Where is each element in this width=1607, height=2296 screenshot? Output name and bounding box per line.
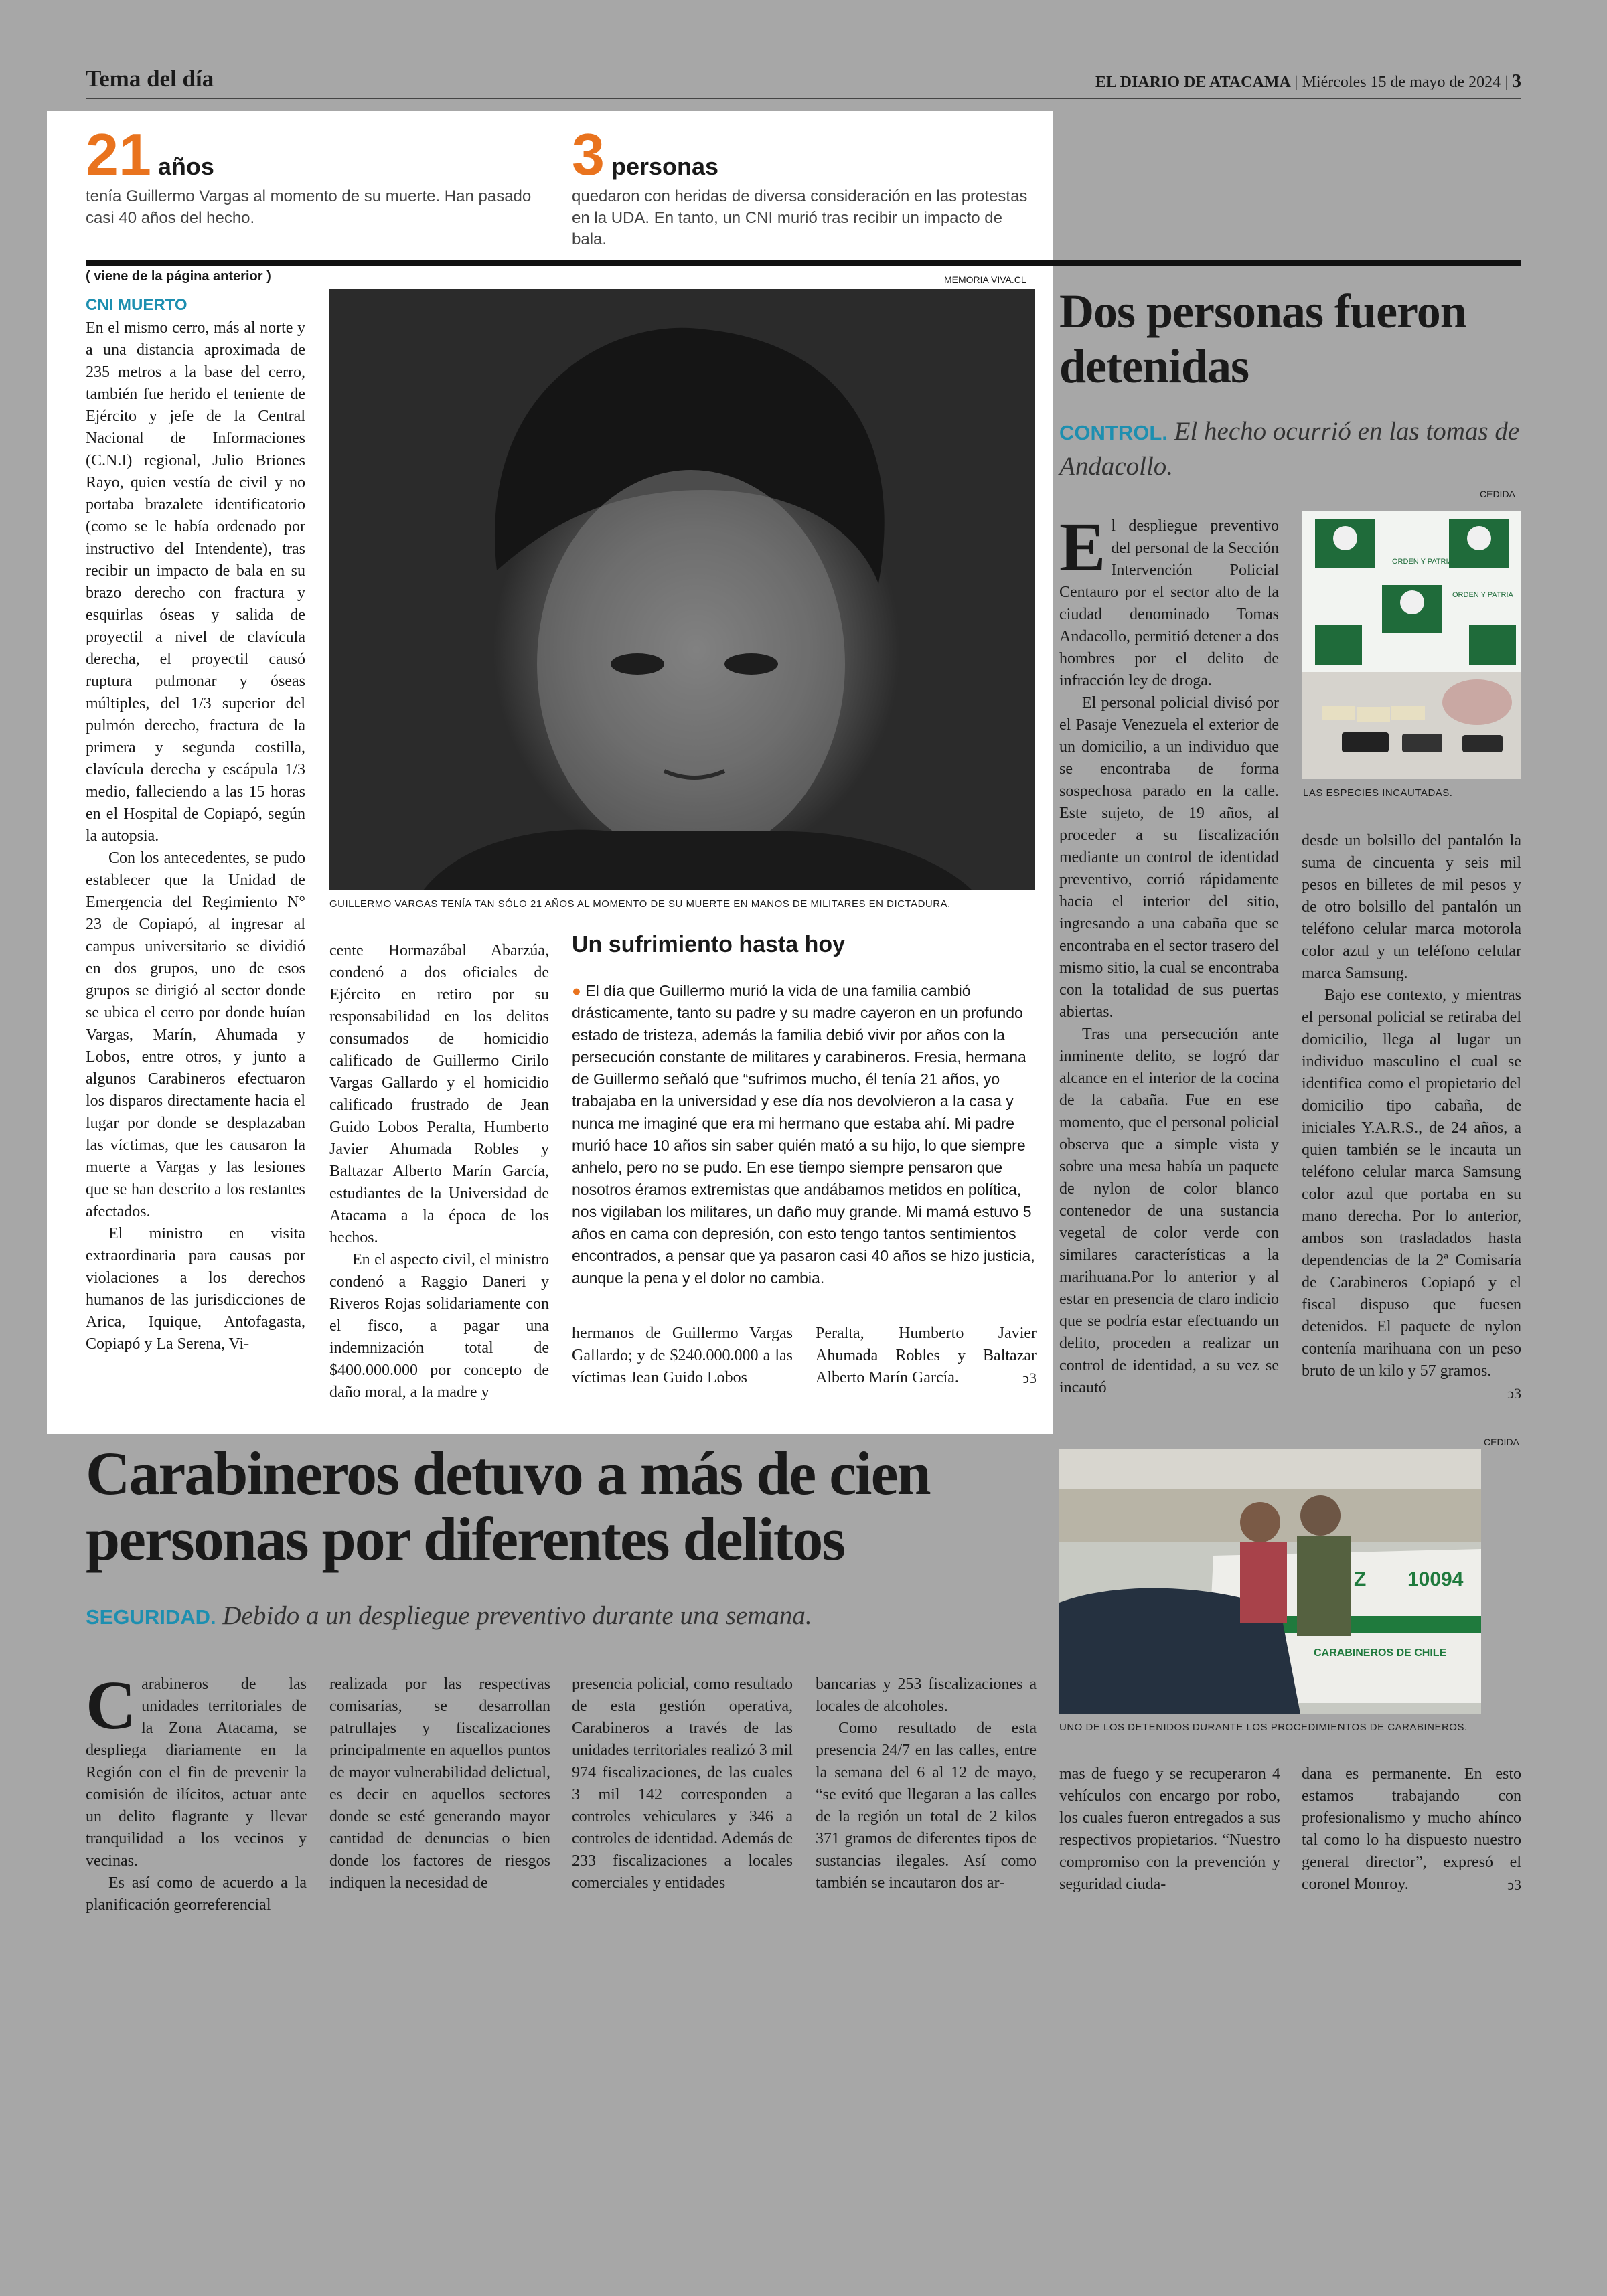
photo-credit: MEMORIA VIVA.CL [944,274,1026,285]
article3-column-5 [1059,1763,1280,1896]
stat-box-people [572,121,1041,250]
article3-column-4 [816,1673,1037,1894]
end-mark-icon: ↄ3 [1507,1876,1521,1893]
arrest-illustration [1059,1449,1481,1714]
sign-text: ORDEN Y PATRIA [1452,591,1513,599]
paragraph: arabineros de las unidades territoriales de la Zona Atacama, se despliega diariamente en la Región con el fin de prevenir la comisión de ilícitos, actuar ante un delito flagrante y llevar tranquilidad a los vecinos y vecinas. [86,1675,307,1870]
paragraph: dana es permanente. En esto estamos trabajando con profesionalismo y mucho ahínco tal como lo ha dispuesto nuestro general director”, expresó el coronel Monroy. [1302,1765,1521,1893]
end-mark-icon: ↄ3 [1022,1370,1037,1386]
portrait-photo [329,289,1035,890]
article2-deck [1059,415,1521,483]
sign-text: ORDEN Y PATRIA [1392,558,1453,566]
stat-text: tenía Guillermo Vargas al momento de su muerte. Han pasado casi 40 años del hecho. [86,187,532,227]
article2-column-2 [1302,830,1521,1404]
paragraph: Es así como de acuerdo a la planificación georreferencial [86,1874,307,1914]
dropcap: E [1059,509,1106,586]
paragraph: En el aspecto civil, el ministro condenó a Raggio Daneri y Riveros Rojas solidariamente con el fisco, a pagar una indemnización total de $400.000.000 por concepto de daño moral, a la madre y [329,1251,549,1401]
car-zone: Z [1354,1568,1367,1590]
issue-date: Miércoles 15 de mayo de 2024 [1302,74,1501,91]
deck-text: Debido a un despliegue preventivo durante una semana. [222,1601,812,1630]
kicker: SEGURIDAD. [86,1605,216,1629]
paragraph: Peralta, Humberto Javier Ahumada Robles y Baltazar Alberto Marín García. [816,1325,1037,1386]
dropcap: C [86,1667,137,1744]
seized-items-illustration [1302,511,1521,779]
continued-note: ( viene de la página anterior ) [86,269,271,284]
article3-column-6 [1302,1763,1521,1896]
subhead: CNI MUERTO [86,296,187,314]
page-number: 3 [1512,71,1521,92]
article2-headline: Dos personas fueron detenidas [1059,284,1466,393]
photo-credit: CEDIDA [1480,489,1515,499]
paragraph: bancarias y 253 fiscalizaciones a locales de alcoholes. [816,1675,1037,1715]
photo-caption: UNO DE LOS DETENIDOS DURANTE LOS PROCEDIMIENTOS DE CARABINEROS. [1059,1722,1468,1733]
sidebar-box-body: El día que Guillermo murió la vida de una familia cambió drásticamente, tanto su padre y su madre cayeron en un profundo estado de tristeza, además la familia debió vivir por años con la persecución constante de militares y carabineros. Fresia, hermana de Guillermo señaló que “sufrimos mucho, él tenía 21 años, yo trabajaba en la universidad y ese día nos devolvieron a la casa y nunca me imaginé que era mi hermano que estaba ahí. Mi padre murió hace 10 años sin saber quién mató a su hijo, lo que siempre anhelo, pero no se pudo. En ese tiempo siempre pensaron que nosotros éramos extremistas que andábamos metidos en política, nos vigilaban los militares, un daño muy grande. Mi mamá estuvo 5 años en cama con depresión, con esto tengo tantos sentimientos encontrados, a pensar que ya pasaron casi 40 años se hizo justicia, aunque la pena y el dolor no cambia. [572,982,1035,1287]
article1-column-1 [86,317,305,1356]
paragraph: desde un bolsillo del pantalón la suma de cincuenta y seis mil pesos en billetes de mil pesos y de otro bolsillo del pantalón un teléfono celular marca motorola color azul y un teléfono celular marca Samsung. [1302,832,1521,982]
photo-caption: GUILLERMO VARGAS TENÍA TAN SÓLO 21 AÑOS AL MOMENTO DE SU MUERTE EN MANOS DE MILITARES EN DICTADURA. [329,898,951,910]
paragraph: Como resultado de esta presencia 24/7 en las calles, entre la semana del 6 al 12 de mayo, “se evitó que llegaran a las calles de la región un total de 2 kilos 371 gramos de diferentes tipos de sustancias ilegales. Así como también se incautaron dos ar- [816,1720,1037,1892]
photo-caption: LAS ESPECIES INCAUTADAS. [1303,787,1453,799]
paragraph: El personal policial divisó por el Pasaje Venezuela el exterior de un domicilio, a un individuo que se encontraba de forma sospechosa parado en la calle. Este sujeto, de 19 años, al proceder a su fiscalización mediante un control de identidad preventivo, corrió rápidamente hacia el interior del sitio, ingresando a una cabaña que se encontraba en el sector trasero del mismo sitio, la cual se encontraba con la totalidad de sus puertas abiertas. [1059,694,1279,1021]
sidebar-box-title: Un sufrimiento hasta hoy [572,932,846,957]
article1-column-4 [816,1323,1037,1389]
end-mark-icon: ↄ3 [1507,1385,1521,1402]
paragraph: mas de fuego y se recuperaron 4 vehículos con encargo por robo, los cuales fueron entregados a sus respectivos propietarios. “Nuestro compromiso con la prevención y seguridad ciuda- [1059,1765,1280,1893]
stat-unit: años [157,153,214,180]
article2-column-1 [1059,509,1279,1399]
article3-column-2 [329,1673,550,1894]
paragraph: realizada por las respectivas comisarías, se desarrollan patrullajes y fiscalizaciones principalmente en aquellos puntos de mayor vulnerabilidad delictual, es decir en aquellos sectores donde se esté generando mayor cantidad de denuncias o bien donde los factores de riesgos indiquen la necesidad de [329,1675,550,1892]
paragraph: El ministro en visita extraordinaria para causas por violaciones a los derechos humanos de las jurisdicciones de Arica, Iquique, Antofagasta, Copiapó y La Serena, Vi- [86,1225,305,1353]
stat-number: 3 [572,121,605,187]
stat-box-years [86,121,554,229]
article3-deck [86,1600,1063,1633]
portrait-illustration [329,289,1035,890]
paragraph: presencia policial, como resultado de esta gestión operativa, Carabineros a través de las unidades territoriales realizó 3 mil 974 fiscalizaciones, de las cuales 3 mil 142 corresponden a controles vehiculares y 346 a controles de identidad. Además de 233 fiscalizaciones a locales comerciales y entidades [572,1675,793,1892]
section-title: Tema del día [86,66,214,92]
arrest-photo [1059,1449,1481,1714]
page-header [86,66,1521,98]
bullet-icon: ● [572,982,586,999]
paragraph: Bajo ese contexto, y mientras el personal policial se retiraba del domicilio, llega al lugar un individuo masculino el cual se identifica como el propietario del domicilio tipo cabaña, de iniciales Y.A.R.S., de 24 años, a quien también se le incauta un teléfono celular marca Samsung color azul que portaba en su mano derecha. Por lo anterior, ambos son trasladados hasta dependencias de la 2ª Comisaría de Carabineros Copiapó y el fiscal dispuso que fuesen detenidos. El paquete de nylon contenía marihuana con un peso bruto de un kilo y 57 gramos. [1302,987,1521,1380]
paragraph: Tras una persecución ante inminente delito, se logró dar alcance en el interior de la cocina de la cabaña. Fue en ese momento, que el personal policial observa que a simple vista y sobre una mesa había un paquete de nylon de color blanco contenedor de una sustancia vegetal de color verde con similares características a la marihuana.Por lo anterior y al estar en presencia de claro indicio que se podría estar efectuando un delito, proceden a realizar un control de identidad, a su vez se incautó [1059,1026,1279,1396]
masthead: EL DIARIO DE ATACAMA | Miércoles 15 de mayo de 2024 | 3 [1095,71,1521,92]
article1-column-3 [572,1323,793,1389]
deck-text: El hecho ocurrió en las tomas de Andacollo. [1059,417,1520,481]
kicker: CONTROL. [1059,421,1168,444]
article3-headline: Carabineros detuvo a más de cien personas por diferentes delitos [86,1439,930,1573]
newspaper-name: EL DIARIO DE ATACAMA [1095,74,1291,91]
paragraph: Con los antecedentes, se pudo establecer que la Unidad de Emergencia del Regimiento N° 23 de Copiapó, al ingresar al campus universitario se dividió en dos grupos, uno de esos grupos se dirigió al sector donde se ubica el cerro por donde huían Vargas, Marín, Ahumada y Lobos, entre otros, y junto a algunos Carabineros efectuaron los disparos directamente hacia el lugar por donde se desplazaban las víctimas, que les causaron la muerte a Vargas y las lesiones que se han descrito a los restantes afectados. [86,849,305,1220]
article3-column-1 [86,1667,307,1916]
header-rule [86,98,1521,99]
stat-text: quedaron con heridas de diversa consideración en las protestas en la UDA. En tanto, un CNI murió tras recibir un impacto de bala. [572,187,1028,248]
section-divider [86,260,1521,266]
stat-unit: personas [611,153,719,180]
paragraph: l despliegue preventivo del personal de la Sección Intervención Policial Centauro por el sector alto de la ciudad denominado Tomas Andacollo, permitió detener a dos hombres por el delito de infracción ley de droga. [1059,517,1279,689]
seized-items-photo [1302,511,1521,779]
article3-column-3 [572,1673,793,1894]
sidebar-box-text [572,980,1035,1289]
photo-credit: CEDIDA [1484,1437,1519,1447]
car-label: CARABINEROS DE CHILE [1314,1647,1447,1659]
paragraph: hermanos de Guillermo Vargas Gallardo; y de $240.000.000 a las víctimas Jean Guido Lobos [572,1325,793,1386]
article1-column-2 [329,940,549,1404]
paragraph: cente Hormazábal Abarzúa, condenó a dos oficiales de Ejército en retiro por su responsabilidad en los delitos consumados de homicidio calificado de Guillermo Cirilo Vargas Gallardo y el homicidio calificado frustrado de Jean Guido Lobos Peralta, Humberto Javier Ahumada Robles y Baltazar Alberto Marín García, estudiantes de la Universidad de Atacama a la época de los hechos. [329,942,549,1246]
paragraph: En el mismo cerro, más al norte y a una distancia aproximada de 235 metros a la base del cerro, también fue herido el teniente de Ejército y jefe de la Central Nacional de Informaciones (C.N.I) regional, Julio Briones Rayo, quien vestía de civil y no portaba brazalete identificatorio (como se le había ordenado por instructivo del Intendente), tras recibir un impacto de bala en su brazo derecho con fractura y esquirlas óseas y salida de proyectil a nivel de clavícula derecha, el proyectil causó ruptura pulmonar y óseas múltiples, del 1/3 superior del pulmón derecho, fractura de la primera y segunda costilla, clavícula derecha y escápula 1/3 medio, falleciendo a las 15 horas en el Hospital de Copiapó, según la autopsia. [86,319,305,845]
stat-number: 21 [86,121,151,187]
car-id: 10094 [1407,1568,1464,1590]
